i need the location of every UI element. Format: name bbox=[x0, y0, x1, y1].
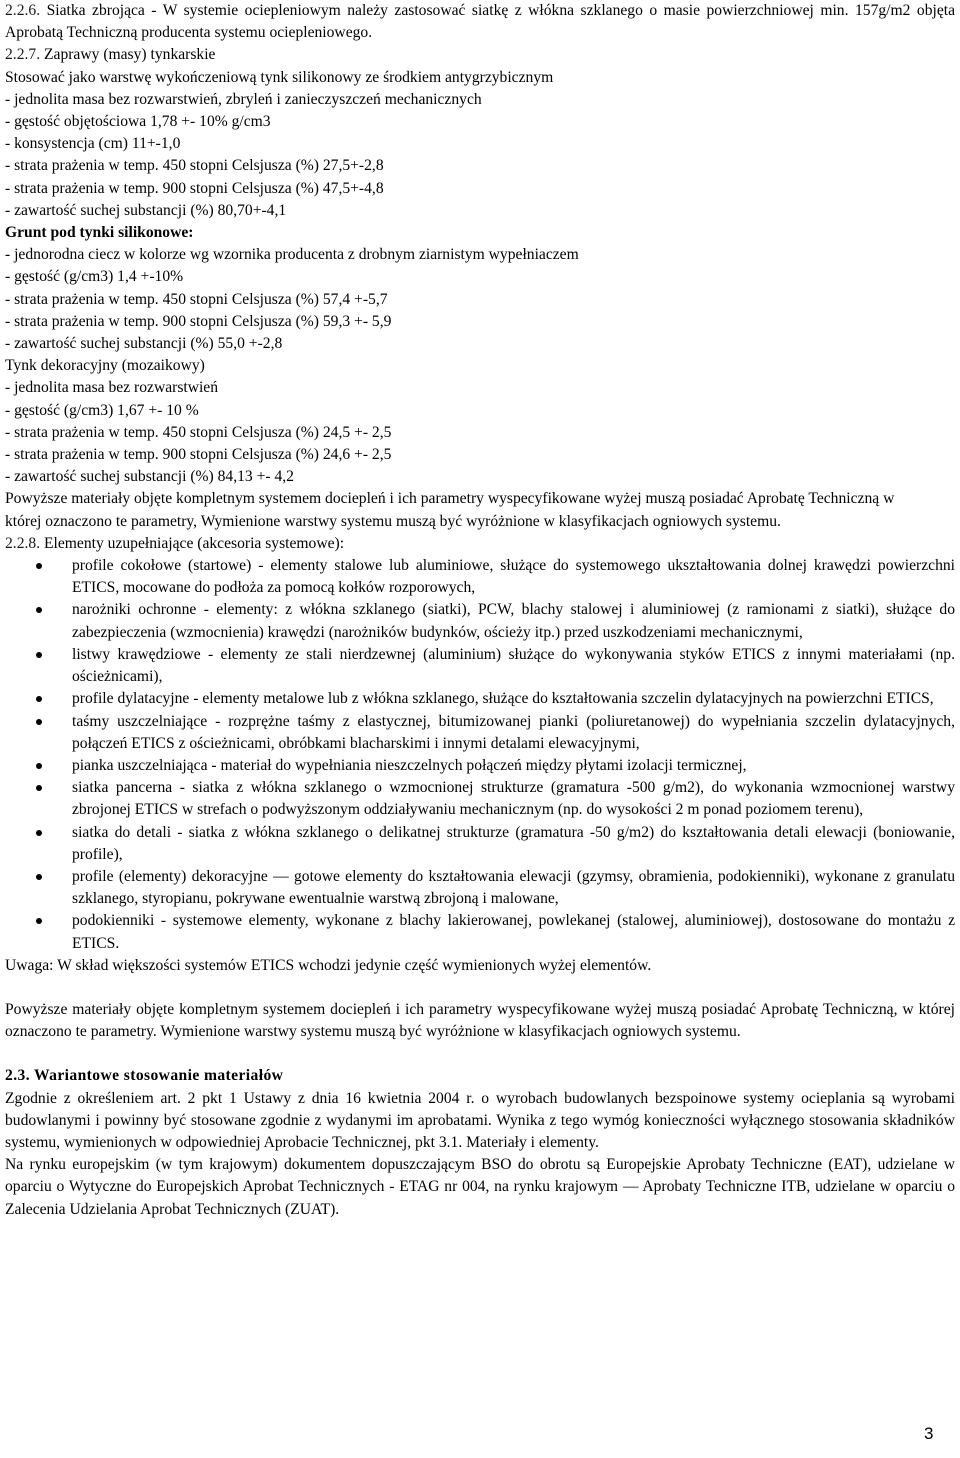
spacer bbox=[5, 1043, 955, 1065]
section-2-3-heading bbox=[5, 1065, 955, 1087]
section-2-2-8-heading bbox=[5, 533, 955, 555]
list-item: siatka pancerna - siatka z włókna szklanego o wzmocnionej strukturze (gramatura -500 g/m2), do wykonania wzmocnionej warstwy zbrojonej ETICS w strefach o podwyższonym oddziaływaniu mechanicznym (np. do wysokości 2 m ponad poziomem terenu), bbox=[5, 777, 955, 821]
list-item: - zawartość suchej substancji (%) 80,70+-4,1 bbox=[5, 201, 287, 219]
paragraph: Powyższe materiały objęte kompletnym systemem dociepleń i ich parametry wyspecyfikowane wyżej muszą posiadać Aprobatę Techniczną, w której oznaczono te parametry. Wymienione warstwy systemu muszą być wyróżnione w klasyfikacjach ogniowych systemu. bbox=[5, 1000, 955, 1041]
section-2-2-6 bbox=[5, 0, 955, 44]
list-item: - jednolita masa bez rozwarstwień, zbryleń i zanieczyszczeń mechanicznych bbox=[5, 90, 482, 108]
paragraph: Na rynku europejskim (w tym krajowym) dokumentem dopuszczającym BSO do obrotu są Europejskie Aprobaty Techniczne (EAT), udzielane w oparciu o Wytyczne do Europejskich Aprobat Technicznych - ETAG nr 004, na rynku krajowym — Aprobaty Techniczne ITB, udzielane w oparciu o Zalecenia Udzielania Aprobat Technicznych (ZUAT). bbox=[5, 1156, 955, 1218]
list-item: narożniki ochronne - elementy: z włókna szklanego (siatki), PCW, blachy stalowej i aluminiowej (z ramionami z siatki), służące do zabezpieczenia (wzmocnienia) krawędzi (narożników budynków, ościeży itp.) przed uszkodzeniami mechanicznymi, bbox=[5, 599, 955, 643]
bullet-icon bbox=[36, 563, 42, 569]
list-item: siatka do detali - siatka z włókna szklanego o delikatnej strukturze (gramatura -50 g/m2) do kształtowania detali elewacji (boniowanie, profile), bbox=[5, 822, 955, 866]
list-item: - strata prażenia w temp. 900 stopni Celsjusza (%) 59,3 +- 5,9 bbox=[5, 312, 392, 330]
list-item: - gęstość (g/cm3) 1,4 +-10% bbox=[5, 268, 184, 286]
list-item: profile cokołowe (startowe) - elementy stalowe lub aluminiowe, służące do systemowego ukształtowania dolnej krawędzi powierzchni ETICS, mocowane do podłoża za pomocą kołków rozporowych, bbox=[5, 555, 955, 599]
bullet-icon bbox=[36, 763, 42, 769]
subheading-grunt: Grunt pod tynki silikonowe: bbox=[5, 224, 194, 242]
paragraph: Stosować jako warstwę wykończeniową tynk silikonowy ze środkiem antygrzybicznym bbox=[5, 68, 554, 86]
subheading-tynk-dekoracyjny: Tynk dekoracyjny (mozaikowy) bbox=[5, 357, 205, 375]
list-item: taśmy uszczelniające - rozprężne taśmy z elastycznej, bitumizowanej pianki (poliuretanowej) do wypełniania szczelin dylatacyjnych, połączeń ETICS z ościeżnicami, obróbkami blacharskimi i innymi detalami elewacyjnymi, bbox=[5, 711, 955, 755]
list-item: profile dylatacyjne - elementy metalowe lub z włókna szklanego, służące do kształtowania szczelin dylatacyjnych na powierzchni ETICS, bbox=[5, 688, 955, 710]
list-item: profile (elementy) dekoracyjne — gotowe elementy do kształtowania elewacji (gzymsy, obramienia, podokienniki), wykonane z granulatu szklanego, styropianu, pokrywane ewentualnie warstwą zbrojoną i malowane, bbox=[5, 866, 955, 910]
bullet-icon bbox=[36, 696, 42, 702]
list-item: - strata prażenia w temp. 450 stopni Celsjusza (%) 24,5 +- 2,5 bbox=[5, 423, 392, 441]
list-item: - jednolita masa bez rozwarstwień bbox=[5, 379, 219, 397]
list-item: podokienniki - systemowe elementy, wykonane z blachy lakierowanej, powlekanej (stalowej, aluminiowej), dostosowane do montażu z ETICS. bbox=[5, 910, 955, 954]
bullet-icon bbox=[36, 652, 42, 658]
list-item: pianka uszczelniająca - materiał do wypełniania nieszczelnych połączeń między płytami izolacji termicznej, bbox=[5, 755, 955, 777]
section-title: Zaprawy (masy) tynkarskie bbox=[44, 46, 216, 64]
list-item: - jednorodna ciecz w kolorze wg wzornika producenta z drobnym ziarnistym wypełniaczem bbox=[5, 246, 579, 264]
bullet-icon bbox=[36, 607, 42, 613]
bullet-icon bbox=[36, 830, 42, 836]
bullet-icon bbox=[36, 918, 42, 924]
section-2-2-7-heading bbox=[5, 44, 955, 66]
note: Uwaga: W skład większości systemów ETICS wchodzi jedynie część wymienionych wyżej elementów. bbox=[5, 956, 652, 974]
list-item: - strata prażenia w temp. 450 stopni Celsjusza (%) 27,5+-2,8 bbox=[5, 157, 384, 175]
page-number: 3 bbox=[924, 1424, 934, 1443]
accessories-list bbox=[5, 555, 955, 955]
list-item: - zawartość suchej substancji (%) 55,0 +-2,8 bbox=[5, 335, 283, 353]
section-title: Elementy uzupełniające (akcesoria systemowe): bbox=[44, 534, 345, 552]
list-item: - strata prażenia w temp. 900 stopni Celsjusza (%) 47,5+-4,8 bbox=[5, 179, 384, 197]
section-number: 2.2.6. bbox=[5, 2, 41, 19]
bullet-icon bbox=[36, 785, 42, 791]
closing-paragraph: Powyższe materiały objęte kompletnym systemem dociepleń i ich parametry wyspecyfikowane wyżej muszą posiadać Aprobatę Techniczną w której oznaczono te parametry, Wymienione warstwy systemu muszą być wyróżnione w klasyfikacjach ogniowych systemu. bbox=[5, 490, 895, 530]
list-item: - zawartość suchej substancji (%) 84,13 +- 4,2 bbox=[5, 468, 294, 486]
section-number: 2.3. bbox=[5, 1067, 30, 1085]
list-item: - gęstość objętościowa 1,78 +- 10% g/cm3 bbox=[5, 113, 271, 131]
document-page bbox=[5, 0, 955, 1221]
section-title: Wariantowe stosowanie materiałów bbox=[34, 1067, 284, 1085]
list-item: - strata prażenia w temp. 900 stopni Celsjusza (%) 24,6 +- 2,5 bbox=[5, 446, 392, 464]
paragraph: Zgodnie z określeniem art. 2 pkt 1 Ustawy z dnia 16 kwietnia 2004 r. o wyrobach budowlanych bezspoinowe systemy ocieplania są wyrobami budowlanymi i powinny być stosowane zgodnie z wydanymi im aprobatami. Wynika z tego wymóg konieczności wyłącznego stosowania składników systemu, wymienionych w odpowiedniej Aprobacie Technicznej, pkt 3.1. Materiały i elementy. bbox=[5, 1089, 955, 1151]
bullet-icon bbox=[36, 874, 42, 880]
list-item: - strata prażenia w temp. 450 stopni Celsjusza (%) 57,4 +-5,7 bbox=[5, 290, 388, 308]
spacer bbox=[5, 977, 955, 999]
list-item: listwy krawędziowe - elementy ze stali nierdzewnej (aluminium) służące do wykonywania styków ETICS z innymi materiałami (np. ościeżnicami), bbox=[5, 644, 955, 688]
section-number: 2.2.7. bbox=[5, 46, 41, 64]
section-number: 2.2.8. bbox=[5, 534, 41, 552]
bullet-icon bbox=[36, 719, 42, 725]
list-item: - konsystencja (cm) 11+-1,0 bbox=[5, 135, 181, 153]
section-text: Siatka zbrojąca - W systemie ociepleniowym należy zastosować siatkę z włókna szklanego o masie powierzchniowej min. 157g/m2 objęta Aprobatą Techniczną producenta systemu ociepleniowego. bbox=[5, 2, 955, 42]
list-item: - gęstość (g/cm3) 1,67 +- 10 % bbox=[5, 401, 199, 419]
